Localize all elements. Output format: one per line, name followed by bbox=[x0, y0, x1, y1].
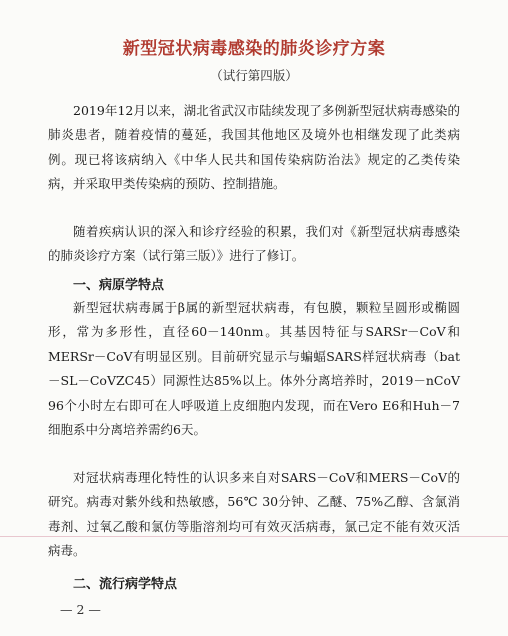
revision-paragraph: 随着疾病认识的深入和诊疗经验的积累，我们对《新型冠状病毒感染的肺炎诊疗方案（试行第三版）》进行了修订。 bbox=[48, 224, 460, 264]
section-heading-etiology: 一、病原学特点 bbox=[73, 278, 165, 293]
scan-artifact-line bbox=[0, 536, 508, 537]
document-title: 新型冠状病毒感染的肺炎诊疗方案 bbox=[122, 39, 386, 59]
virus-features-paragraph: 新型冠状病毒属于β属的新型冠状病毒，有包膜，颗粒呈圆形或椭圆形，常为多形性，直径60－140nm。其基因特征与SARSr－CoV和MERSr－CoV有明显区别。目前研究显示与蝙蝠SARS样冠状病毒（bat－SL－CoVZC45）同源性达85%以上。体外分离培养时，2019－nCoV 96个小时左右即可在人呼吸道上皮细胞内发现，而在Vero E6和Huh－7细胞系中分离培养需约6天。 bbox=[48, 300, 460, 438]
intro-paragraph: 2019年12月以来，湖北省武汉市陆续发现了多例新型冠状病毒感染的肺炎患者，随着疫情的蔓延，我国其他地区及境外也相继发现了此类病例。现已将该病纳入《中华人民共和国传染病防治法》规定的乙类传染病，并采取甲类传染病的预防、控制措施。 bbox=[48, 103, 460, 192]
document-subtitle: （试行第四版） bbox=[210, 68, 298, 83]
page-number: — 2 — bbox=[60, 602, 101, 617]
section-heading-epidemiology: 二、流行病学特点 bbox=[73, 577, 178, 592]
physicochemical-paragraph: 对冠状病毒理化特性的认识多来自对SARS－CoV和MERS－CoV的研究。病毒对紫外线和热敏感，56℃ 30分钟、乙醚、75%乙醇、含氯消毒剂、过氧乙酸和氯仿等脂溶剂均可有效灭活病毒，氯己定不能有效灭活病毒。 bbox=[48, 470, 460, 559]
